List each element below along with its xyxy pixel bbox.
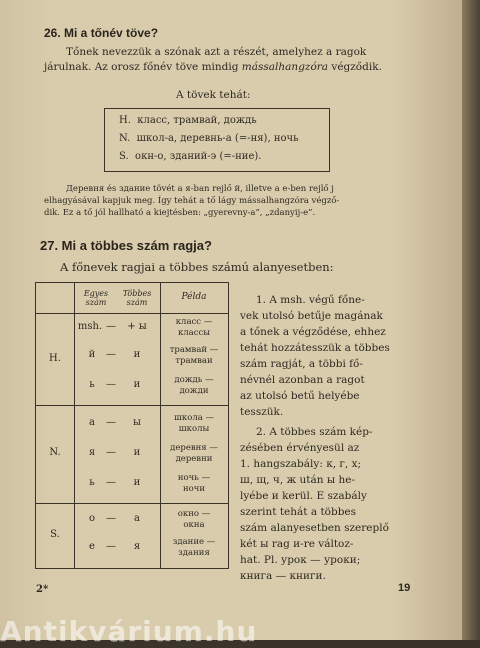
dash: — bbox=[106, 447, 116, 458]
sg-ending: ь bbox=[89, 477, 95, 488]
header-example: Példa bbox=[181, 292, 207, 302]
dash: — bbox=[106, 349, 116, 360]
box-row-s: S. окн-о, зданий-э (=-ние). bbox=[119, 151, 262, 162]
right-text-line: 2. A többes szám kép- bbox=[256, 426, 373, 438]
table-divider bbox=[36, 313, 228, 314]
pl-ending: и bbox=[133, 349, 141, 360]
right-text-line: tehát hozzátesszük a többes bbox=[240, 342, 390, 354]
box-row-h: H. класс, трамвай, дождь bbox=[119, 115, 257, 126]
dash: — bbox=[106, 541, 116, 552]
table-divider bbox=[36, 503, 228, 504]
pl-ending: и bbox=[133, 477, 141, 488]
table-divider bbox=[36, 405, 228, 406]
page-edge bbox=[462, 0, 480, 640]
dash: — bbox=[106, 379, 116, 390]
header-plural: Többes szám bbox=[122, 289, 152, 307]
header-singular: Egyes szám bbox=[83, 289, 109, 307]
intro-line-2: járulnak. Az orosz főnév töve mindig mássalhangzóra végződik. bbox=[44, 61, 382, 73]
section-27-subtitle: A főnevek ragjai a többes számú alanyesetben: bbox=[60, 260, 334, 274]
dash: — bbox=[106, 321, 116, 332]
sg-ending: ь bbox=[89, 379, 95, 390]
right-text-line: книга — книги. bbox=[240, 570, 326, 582]
sg-ending: а bbox=[89, 417, 95, 428]
table-divider bbox=[160, 283, 161, 568]
plural-endings-table bbox=[35, 282, 229, 569]
right-text-line: tesszük. bbox=[240, 406, 284, 418]
right-text-line: szerint tehát a többes bbox=[240, 506, 357, 518]
box-row-n: N. школ-а, деревнь-а (=-ня), ночь bbox=[119, 133, 299, 144]
example: окно — окна bbox=[177, 509, 211, 530]
right-text-line: a tőnek a végződése, ehhez bbox=[240, 326, 386, 338]
pl-ending: и bbox=[133, 379, 141, 390]
watermark: Antikvárium.hu bbox=[0, 615, 258, 648]
pl-ending: а bbox=[134, 513, 140, 524]
intro-line-1: Tőnek nevezzük a szónak azt a részét, amelyhez a ragok bbox=[66, 46, 367, 58]
note-line-3: dik. Ez a tő jól hallható a kiejtésben: „gyerevny-a”, „zdanyij-e”. bbox=[44, 208, 316, 218]
signature-mark: 2* bbox=[36, 584, 49, 595]
right-text-line: névnél azonban a ragot bbox=[240, 374, 365, 386]
right-text-line: az utolsó betű helyébe bbox=[240, 390, 360, 402]
pl-ending: я bbox=[133, 541, 141, 552]
example: деревня — деревни bbox=[170, 443, 218, 464]
right-text-line: ш, щ, ч, ж után ы he- bbox=[240, 474, 356, 486]
note-line-2: elhagyásával kapjuk meg. Így tehát a tő lágy mássalhangzóra végző- bbox=[44, 196, 340, 206]
example: трамвай — трамваи bbox=[169, 345, 219, 366]
sg-ending: й bbox=[88, 349, 96, 360]
section-27-heading: 27. Mi a többes szám ragja? bbox=[40, 238, 212, 253]
example: класс — классы bbox=[175, 317, 213, 338]
pl-ending: и bbox=[133, 447, 141, 458]
right-text-line: szám alanyesetben szereplő bbox=[240, 522, 389, 534]
gender-n: N. bbox=[49, 447, 61, 458]
sg-ending: msh. bbox=[77, 321, 103, 332]
stems-title: A tövek tehát: bbox=[176, 89, 251, 101]
note-line-1: Деревня és здание tövét a я-ban rejlő й, illetve a е-ben rejlő j bbox=[66, 184, 334, 194]
pl-ending: + ы bbox=[127, 321, 147, 332]
sg-ending: е bbox=[89, 541, 95, 552]
right-text-line: 1. hangszabály: к, г, х; bbox=[240, 458, 362, 470]
sg-ending: я bbox=[88, 447, 96, 458]
example: здание — здания bbox=[172, 537, 216, 558]
page-number: 19 bbox=[398, 582, 411, 594]
right-text-line: szám ragját, a többi fő- bbox=[240, 358, 363, 370]
pl-ending: ы bbox=[133, 417, 141, 428]
gender-h: H. bbox=[49, 353, 61, 364]
right-text-line: két ы rag и-re változ- bbox=[240, 538, 354, 550]
right-text-line: hat. Pl. урок — уроки; bbox=[240, 554, 361, 566]
sg-ending: о bbox=[88, 513, 96, 524]
right-text-line: 1. A msh. végű főne- bbox=[256, 294, 365, 306]
right-text-line: lyébe и kerül. E szabály bbox=[240, 490, 367, 502]
example: школа — школы bbox=[173, 413, 214, 434]
stems-box bbox=[104, 108, 330, 172]
gender-s: S. bbox=[50, 529, 60, 540]
section-26-heading: 26. Mi a tőnév töve? bbox=[44, 26, 159, 40]
dash: — bbox=[106, 477, 116, 488]
dash: — bbox=[106, 417, 116, 428]
example: ночь — ночи bbox=[177, 473, 211, 494]
dash: — bbox=[106, 513, 116, 524]
right-text-line: zésében érvényesül az bbox=[240, 442, 360, 454]
example: дождь — дожди bbox=[174, 375, 214, 396]
right-text-line: vek utolsó betűje magának bbox=[240, 310, 383, 322]
